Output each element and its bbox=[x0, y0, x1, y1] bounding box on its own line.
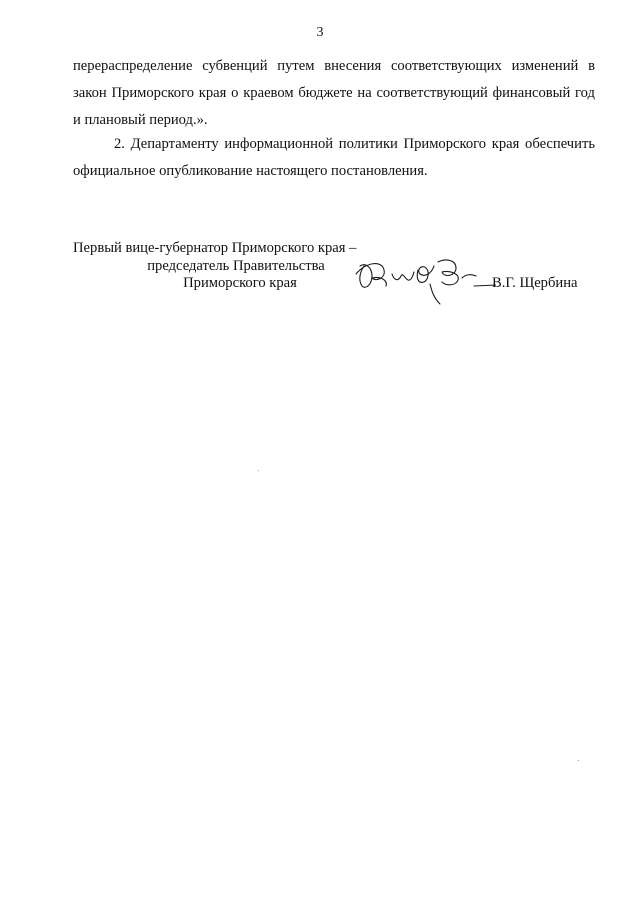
scan-speck bbox=[258, 470, 259, 471]
signatory-title-line-2: председатель Правительства bbox=[147, 257, 325, 274]
signatory-title-line-1: Первый вице-губернатор Приморского края – bbox=[73, 240, 357, 256]
paragraph-continuation: перераспределение субвенций путем внесения соответствующих изменений в закон Приморского края о краевом бюджете на соответствующий финансовый год и плановый период.». bbox=[73, 58, 595, 128]
signatory-title bbox=[73, 240, 393, 293]
signer-name: В.Г. Щербина bbox=[492, 275, 578, 291]
handwritten-signature bbox=[346, 248, 496, 308]
page-number: 3 bbox=[316, 25, 324, 40]
paragraph-item-2: 2. Департаменту информационной политики Приморского края обеспечить официальное опубликование настоящего постановления. bbox=[73, 136, 595, 179]
signatory-title-line-3: Приморского края bbox=[183, 275, 297, 291]
scan-speck bbox=[578, 760, 579, 761]
